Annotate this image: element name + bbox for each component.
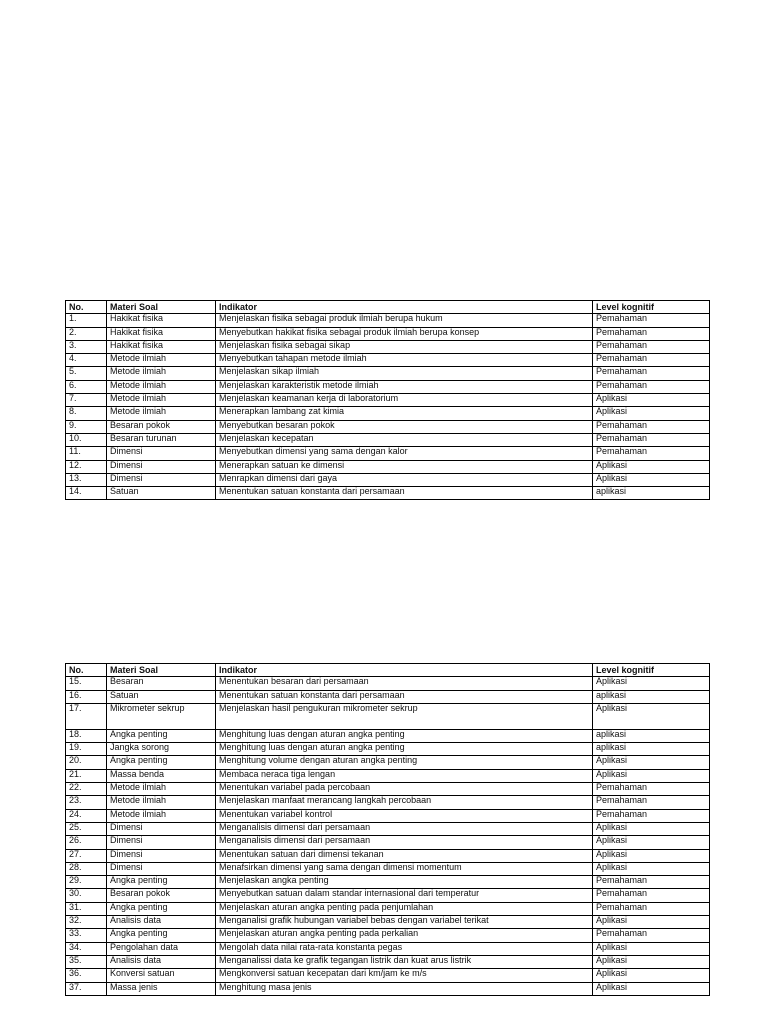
cell-level-kognitif: Aplikasi [593,862,710,875]
cell-no: 28. [66,862,107,875]
cell-materi-soal: Besaran [107,677,216,690]
cell-indikator: Menerapkan satuan ke dimensi [216,460,593,473]
cell-materi-soal: Hakikat fisika [107,314,216,327]
cell-materi-soal: Mikrometer sekrup [107,703,216,729]
cell-indikator: Menjelaskan kecepatan [216,433,593,446]
cell-materi-soal: Hakikat fisika [107,340,216,353]
cell-level-kognitif: aplikasi [593,729,710,742]
cell-indikator: Menganalissi data ke grafik tegangan listrik dan kuat arus listrik [216,955,593,968]
cell-no: 34. [66,942,107,955]
cell-materi-soal: Metode ilmiah [107,367,216,380]
cell-materi-soal: Angka penting [107,902,216,915]
cell-materi-soal: Dimensi [107,822,216,835]
table-row [66,969,710,982]
cell-level-kognitif: Aplikasi [593,407,710,420]
table-row [66,690,710,703]
table-row [66,849,710,862]
cell-no: 9. [66,420,107,433]
cell-indikator: Menganalisis dimensi dari persamaan [216,836,593,849]
table-row [66,902,710,915]
cell-indikator: Menentukan satuan konstanta dari persamaan [216,690,593,703]
cell-indikator: Menentukan variabel kontrol [216,809,593,822]
cell-level-kognitif: Pemahaman [593,796,710,809]
cell-indikator: Menerapkan lambang zat kimia [216,407,593,420]
cell-level-kognitif: Pemahaman [593,420,710,433]
cell-materi-soal: Jangka sorong [107,743,216,756]
cell-indikator: Menentukan satuan konstanta dari persamaan [216,487,593,500]
cell-level-kognitif: Aplikasi [593,836,710,849]
cell-materi-soal: Metode ilmiah [107,796,216,809]
table-row [66,862,710,875]
table-row [66,394,710,407]
header-no: No. [66,664,107,677]
cell-level-kognitif: Aplikasi [593,756,710,769]
cell-level-kognitif: aplikasi [593,690,710,703]
header-level-kognitif: Level kognitif [593,664,710,677]
cell-indikator: Menghitung luas dengan aturan angka penting [216,729,593,742]
cell-materi-soal: Dimensi [107,862,216,875]
cell-level-kognitif: Aplikasi [593,849,710,862]
cell-indikator: Menjelaskan aturan angka penting pada perkalian [216,929,593,942]
cell-no: 35. [66,955,107,968]
cell-no: 20. [66,756,107,769]
cell-materi-soal: Satuan [107,690,216,703]
cell-materi-soal: Metode ilmiah [107,394,216,407]
cell-indikator: Menghitung volume dengan aturan angka penting [216,756,593,769]
cell-no: 6. [66,380,107,393]
cell-level-kognitif: Pemahaman [593,876,710,889]
cell-indikator: Menafsirkan dimensi yang sama dengan dimensi momentum [216,862,593,875]
table-1-body [66,314,710,500]
cell-no: 36. [66,969,107,982]
table-2-body [66,677,710,996]
header-materi-soal: Materi Soal [107,664,216,677]
cell-indikator: Menghitung luas dengan aturan angka penting [216,743,593,756]
cell-level-kognitif: Pemahaman [593,327,710,340]
cell-level-kognitif: Pemahaman [593,783,710,796]
cell-indikator: Menjelaskan sikap ilmiah [216,367,593,380]
cell-materi-soal: Dimensi [107,849,216,862]
cell-materi-soal: Angka penting [107,756,216,769]
cell-no: 23. [66,796,107,809]
question-table-2 [65,663,710,996]
cell-materi-soal: Besaran pokok [107,889,216,902]
table-header-row [66,301,710,314]
cell-no: 16. [66,690,107,703]
header-indikator: Indikator [216,301,593,314]
cell-indikator: Menghitung masa jenis [216,982,593,995]
cell-no: 33. [66,929,107,942]
table-row [66,929,710,942]
cell-indikator: Menyebutkan dimensi yang sama dengan kalor [216,447,593,460]
cell-indikator: Menentukan satuan dari dimensi tekanan [216,849,593,862]
cell-no: 30. [66,889,107,902]
table-row [66,982,710,995]
cell-materi-soal: Dimensi [107,447,216,460]
cell-level-kognitif: Pemahaman [593,314,710,327]
table-row [66,677,710,690]
cell-level-kognitif: Pemahaman [593,380,710,393]
table-row [66,889,710,902]
cell-no: 21. [66,769,107,782]
cell-indikator: Menyebutkan besaran pokok [216,420,593,433]
cell-level-kognitif: aplikasi [593,487,710,500]
cell-no: 26. [66,836,107,849]
cell-level-kognitif: Aplikasi [593,969,710,982]
table-row [66,327,710,340]
table-row [66,809,710,822]
cell-level-kognitif: Aplikasi [593,460,710,473]
cell-no: 37. [66,982,107,995]
cell-no: 2. [66,327,107,340]
cell-indikator: Membaca neraca tiga lengan [216,769,593,782]
header-indikator: Indikator [216,664,593,677]
cell-level-kognitif: Pemahaman [593,447,710,460]
table-row [66,460,710,473]
cell-no: 27. [66,849,107,862]
header-materi-soal: Materi Soal [107,301,216,314]
table-row [66,822,710,835]
table-row [66,433,710,446]
cell-materi-soal: Massa jenis [107,982,216,995]
table-row [66,756,710,769]
cell-materi-soal: Analisis data [107,955,216,968]
table-row [66,420,710,433]
table-row [66,354,710,367]
cell-indikator: Menrapkan dimensi dari gaya [216,473,593,486]
table-row [66,487,710,500]
cell-no: 3. [66,340,107,353]
cell-level-kognitif: Pemahaman [593,929,710,942]
table-row [66,942,710,955]
cell-indikator: Menyebutkan hakikat fisika sebagai produk ilmiah berupa konsep [216,327,593,340]
table-row [66,836,710,849]
cell-level-kognitif: Pemahaman [593,809,710,822]
cell-indikator: Menyebutkan tahapan metode ilmiah [216,354,593,367]
cell-level-kognitif: Aplikasi [593,982,710,995]
cell-no: 32. [66,916,107,929]
table-row [66,876,710,889]
question-table-1 [65,300,710,500]
cell-level-kognitif: Pemahaman [593,433,710,446]
cell-indikator: Menjelaskan karakteristik metode ilmiah [216,380,593,393]
table-row [66,729,710,742]
cell-indikator: Mengkonversi satuan kecepatan dari km/jam ke m/s [216,969,593,982]
cell-indikator: Menyebutkan satuan dalam standar internasional dari temperatur [216,889,593,902]
cell-indikator: Menjelaskan angka penting [216,876,593,889]
table-row [66,955,710,968]
header-level-kognitif: Level kognitif [593,301,710,314]
cell-materi-soal: Dimensi [107,836,216,849]
table-row [66,783,710,796]
cell-indikator: Menjelaskan keamanan kerja di laboratorium [216,394,593,407]
table-row [66,340,710,353]
cell-indikator: Menentukan variabel pada percobaan [216,783,593,796]
table-row [66,916,710,929]
cell-no: 12. [66,460,107,473]
table-row [66,703,710,729]
cell-materi-soal: Metode ilmiah [107,783,216,796]
table-row [66,407,710,420]
cell-indikator: Menjelaskan fisika sebagai sikap [216,340,593,353]
cell-no: 24. [66,809,107,822]
cell-level-kognitif: Pemahaman [593,354,710,367]
cell-materi-soal: Dimensi [107,473,216,486]
header-no: No. [66,301,107,314]
cell-materi-soal: Metode ilmiah [107,407,216,420]
cell-no: 14. [66,487,107,500]
cell-materi-soal: Angka penting [107,876,216,889]
cell-no: 25. [66,822,107,835]
cell-level-kognitif: Aplikasi [593,769,710,782]
cell-materi-soal: Satuan [107,487,216,500]
cell-level-kognitif: aplikasi [593,743,710,756]
cell-level-kognitif: Aplikasi [593,822,710,835]
cell-materi-soal: Massa benda [107,769,216,782]
table-row [66,314,710,327]
cell-no: 10. [66,433,107,446]
cell-materi-soal: Besaran turunan [107,433,216,446]
cell-no: 15. [66,677,107,690]
cell-materi-soal: Metode ilmiah [107,354,216,367]
cell-materi-soal: Angka penting [107,929,216,942]
cell-no: 7. [66,394,107,407]
table-row [66,473,710,486]
table-row [66,796,710,809]
cell-indikator: Mengolah data nilai rata-rata konstanta pegas [216,942,593,955]
cell-materi-soal: Konversi satuan [107,969,216,982]
cell-indikator: Menjelaskan manfaat merancang langkah percobaan [216,796,593,809]
cell-no: 5. [66,367,107,380]
cell-materi-soal: Pengolahan data [107,942,216,955]
cell-indikator: Menjelaskan aturan angka penting pada penjumlahan [216,902,593,915]
cell-materi-soal: Angka penting [107,729,216,742]
table-row [66,447,710,460]
cell-indikator: Menjelaskan fisika sebagai produk ilmiah berupa hukum [216,314,593,327]
cell-indikator: Menentukan besaran dari persamaan [216,677,593,690]
cell-level-kognitif: Aplikasi [593,703,710,729]
cell-level-kognitif: Aplikasi [593,677,710,690]
cell-level-kognitif: Pemahaman [593,367,710,380]
cell-materi-soal: Dimensi [107,460,216,473]
cell-no: 13. [66,473,107,486]
cell-level-kognitif: Aplikasi [593,394,710,407]
cell-no: 22. [66,783,107,796]
cell-materi-soal: Analisis data [107,916,216,929]
cell-indikator: Menganalisi grafik hubungan variabel bebas dengan variabel terikat [216,916,593,929]
cell-no: 11. [66,447,107,460]
cell-level-kognitif: Aplikasi [593,942,710,955]
cell-materi-soal: Metode ilmiah [107,380,216,393]
cell-level-kognitif: Pemahaman [593,889,710,902]
cell-materi-soal: Metode ilmiah [107,809,216,822]
cell-materi-soal: Besaran pokok [107,420,216,433]
cell-materi-soal: Hakikat fisika [107,327,216,340]
cell-no: 17. [66,703,107,729]
cell-indikator: Menjelaskan hasil pengukuran mikrometer sekrup [216,703,593,729]
cell-level-kognitif: Pemahaman [593,902,710,915]
cell-no: 1. [66,314,107,327]
cell-no: 29. [66,876,107,889]
cell-level-kognitif: Pemahaman [593,340,710,353]
table-row [66,743,710,756]
cell-no: 19. [66,743,107,756]
cell-no: 4. [66,354,107,367]
cell-level-kognitif: Aplikasi [593,473,710,486]
cell-level-kognitif: Aplikasi [593,955,710,968]
table-row [66,769,710,782]
cell-no: 31. [66,902,107,915]
table-row [66,367,710,380]
cell-no: 8. [66,407,107,420]
cell-indikator: Menganalisis dimensi dari persamaan [216,822,593,835]
table-header-row [66,664,710,677]
table-row [66,380,710,393]
cell-level-kognitif: Aplikasi [593,916,710,929]
cell-no: 18. [66,729,107,742]
